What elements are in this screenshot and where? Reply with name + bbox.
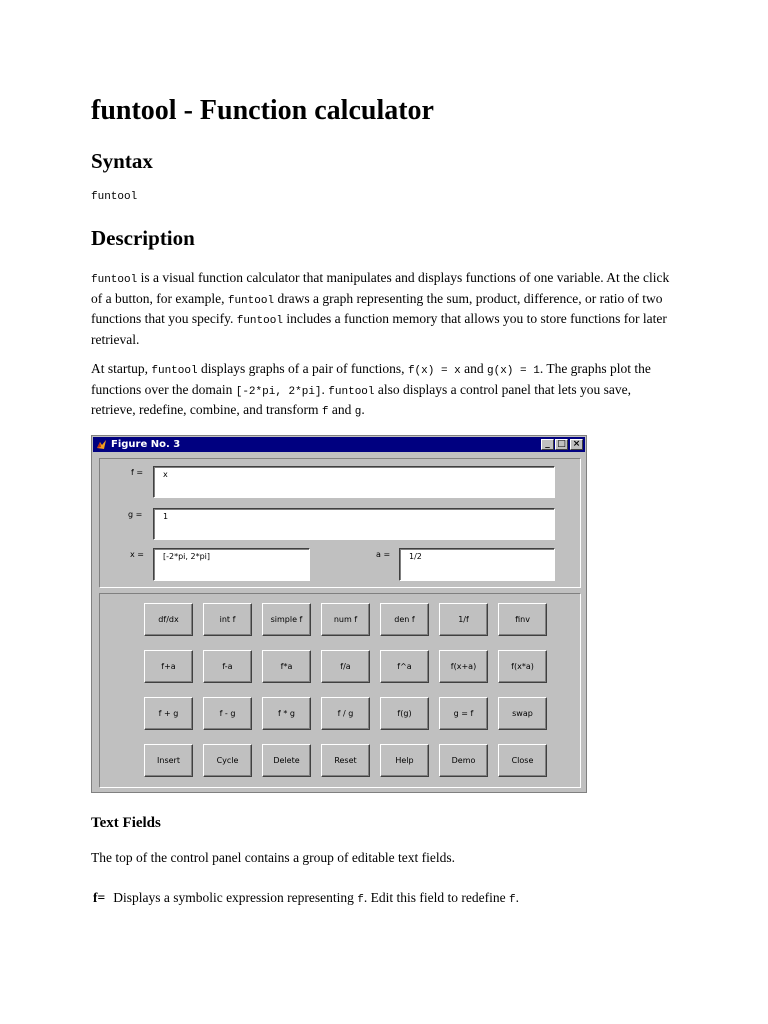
button-f-a-r1c4[interactable]: f^a bbox=[380, 650, 429, 683]
g-label: g = bbox=[128, 510, 143, 519]
x-field[interactable]: [-2*pi, 2*pi] bbox=[153, 548, 310, 581]
button-finv-r0c6[interactable]: finv bbox=[498, 603, 547, 636]
control-buttons-panel bbox=[99, 593, 581, 788]
syntax-code: funtool bbox=[91, 191, 138, 203]
f-field[interactable]: x bbox=[153, 466, 555, 498]
button-int-f-r0c1[interactable]: int f bbox=[203, 603, 252, 636]
button-f-g-r2c0[interactable]: f + g bbox=[144, 697, 193, 730]
g-field[interactable]: 1 bbox=[153, 508, 555, 540]
button-den-f-r0c4[interactable]: den f bbox=[380, 603, 429, 636]
button-f-a-r1c3[interactable]: f/a bbox=[321, 650, 370, 683]
close-window-button[interactable]: × bbox=[570, 439, 583, 450]
button-f-g-r2c2[interactable]: f * g bbox=[262, 697, 311, 730]
button-f-a-r1c0[interactable]: f+a bbox=[144, 650, 193, 683]
button-insert-r3c0[interactable]: Insert bbox=[144, 744, 193, 777]
button-simple-f-r0c2[interactable]: simple f bbox=[262, 603, 311, 636]
text-fields-intro: The top of the control panel contains a group of editable text fields. bbox=[91, 850, 456, 865]
button-f-a-r1c2[interactable]: f*a bbox=[262, 650, 311, 683]
text-fields-heading: Text Fields bbox=[91, 815, 161, 831]
a-field[interactable]: 1/2 bbox=[399, 548, 555, 581]
figure-window bbox=[91, 435, 587, 793]
button-num-f-r0c3[interactable]: num f bbox=[321, 603, 370, 636]
a-label: a = bbox=[376, 550, 391, 559]
text-fields-panel bbox=[99, 458, 581, 588]
button-f-x-a-r1c6[interactable]: f(x*a) bbox=[498, 650, 547, 683]
button-close-r3c6[interactable]: Close bbox=[498, 744, 547, 777]
button-demo-r3c5[interactable]: Demo bbox=[439, 744, 488, 777]
minimize-button[interactable]: _ bbox=[541, 439, 554, 450]
button-delete-r3c2[interactable]: Delete bbox=[262, 744, 311, 777]
button-f-x-a-r1c5[interactable]: f(x+a) bbox=[439, 650, 488, 683]
matlab-logo-icon bbox=[96, 439, 107, 450]
f-label: f = bbox=[131, 468, 144, 477]
button-f-g-r2c3[interactable]: f / g bbox=[321, 697, 370, 730]
button-swap-r2c6[interactable]: swap bbox=[498, 697, 547, 730]
description-heading: Description bbox=[91, 226, 195, 250]
maximize-button[interactable]: □ bbox=[555, 439, 568, 450]
description-paragraph-1: funtool is a visual function calculator that manipulates and displays functions of one variable. At the click of a button, for example, funtool draws a graph representing the sum, product, difference, or ratio of two functions that you specify. funtool includes a function memory that allows you to store functions for later retrieval. bbox=[91, 270, 670, 347]
figure-titlebar bbox=[93, 437, 585, 452]
button-1-f-r0c5[interactable]: 1/f bbox=[439, 603, 488, 636]
button-f-a-r1c1[interactable]: f-a bbox=[203, 650, 252, 683]
syntax-heading: Syntax bbox=[91, 149, 153, 173]
figure-title: Figure No. 3 bbox=[111, 439, 181, 450]
page-title: funtool - Function calculator bbox=[91, 95, 434, 126]
button-df-dx-r0c0[interactable]: df/dx bbox=[144, 603, 193, 636]
f-definition: f= Displays a symbolic expression representing f. Edit this field to redefine f. bbox=[93, 890, 519, 906]
button-cycle-r3c1[interactable]: Cycle bbox=[203, 744, 252, 777]
button-help-r3c4[interactable]: Help bbox=[380, 744, 429, 777]
x-label: x = bbox=[130, 550, 144, 559]
button-g-f-r2c5[interactable]: g = f bbox=[439, 697, 488, 730]
description-paragraph-2: At startup, funtool displays graphs of a pair of functions, f(x) = x and g(x) = 1. The graphs plot the functions over the domain [-2*pi, 2*pi]. funtool also displays a control panel that lets you save, retrieve, redefine, combine, and transform f and g. bbox=[91, 361, 651, 418]
f-definition-term: f= bbox=[93, 890, 106, 905]
button-f-g-r2c1[interactable]: f - g bbox=[203, 697, 252, 730]
button-f-g-r2c4[interactable]: f(g) bbox=[380, 697, 429, 730]
button-reset-r3c3[interactable]: Reset bbox=[321, 744, 370, 777]
